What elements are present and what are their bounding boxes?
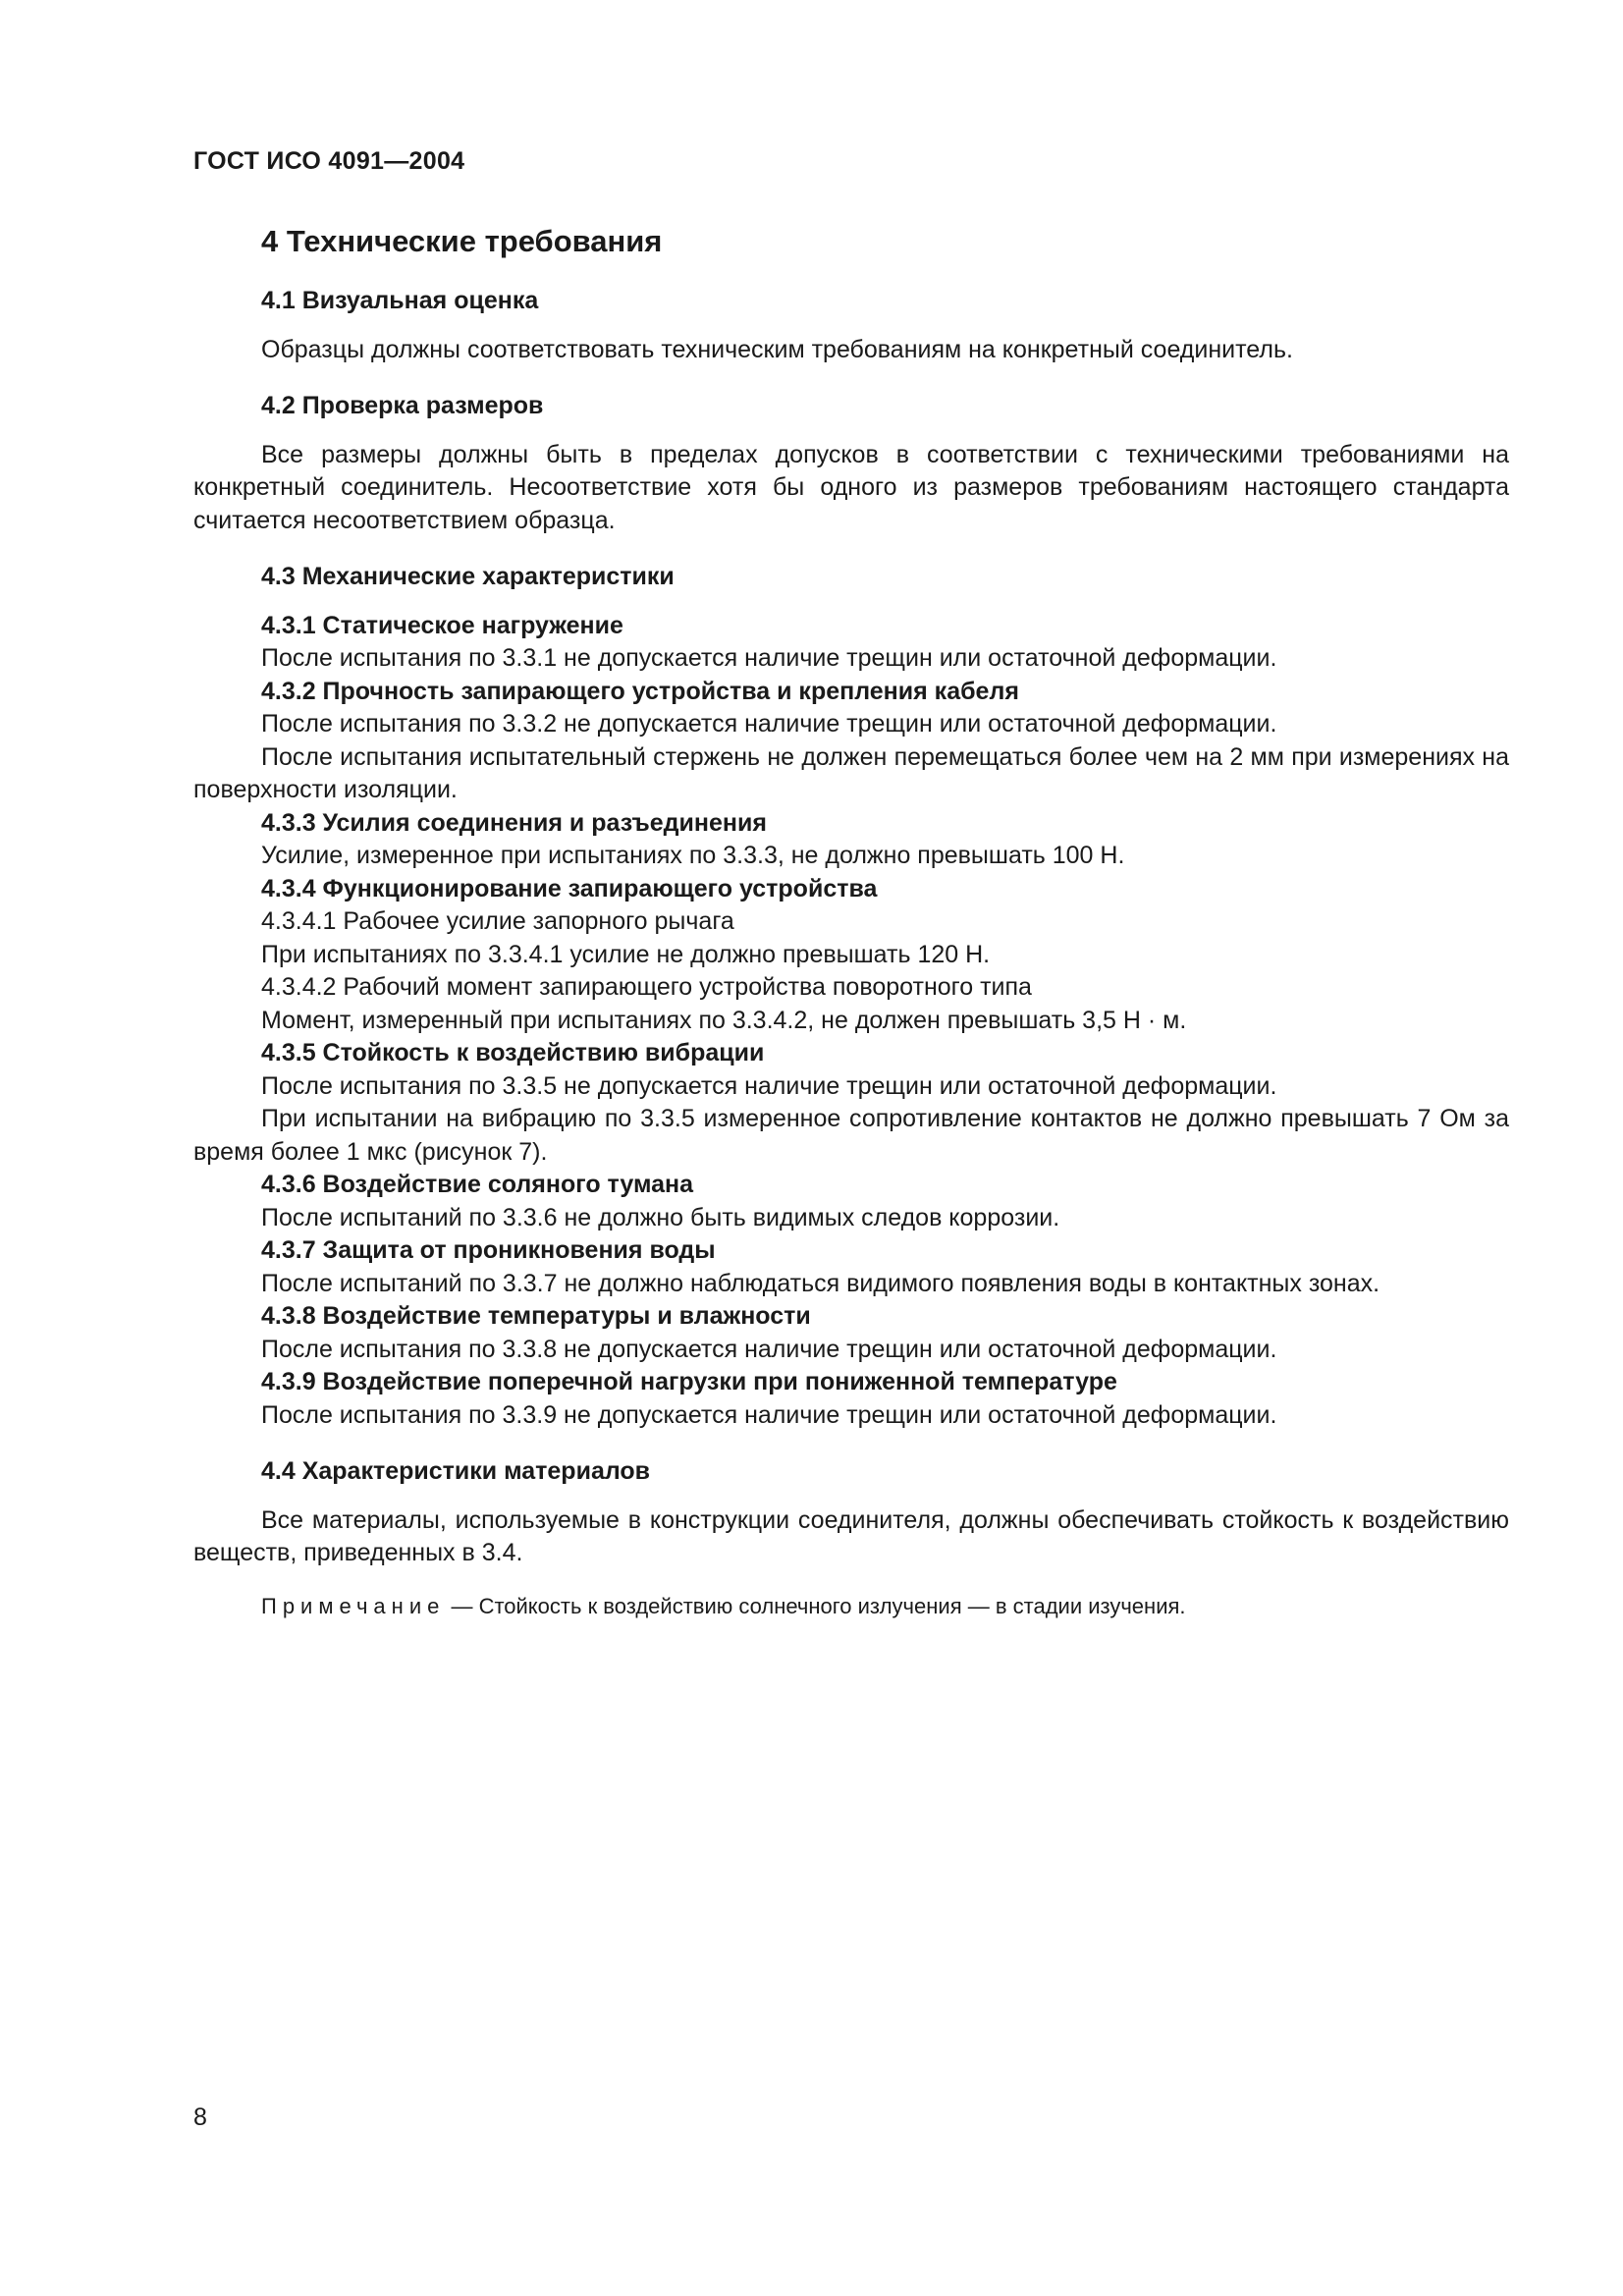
note [193, 1590, 1509, 1623]
document-header: ГОСТ ИСО 4091—2004 [193, 147, 465, 175]
subitem-4-3-4-2-title: 4.3.4.2 Рабочий момент запирающего устройства поворотного типа [261, 973, 1032, 1001]
paragraph-4-3-2-b: После испытания испытательный стержень не должен перемещаться более чем на 2 мм при измерениях на поверхности изоляции. [193, 742, 1509, 803]
heading-4-3-5: 4.3.5 Стойкость к воздействию вибрации [261, 1039, 765, 1066]
paragraph-4-3-3: Усилие, измеренное при испытаниях по 3.3.3, не должно превышать 100 Н. [261, 842, 1125, 869]
section-title: 4 Технические требования [261, 224, 663, 258]
paragraph-4-3-8: После испытания по 3.3.8 не допускается наличие трещин или остаточной деформации. [261, 1335, 1277, 1363]
heading-4-3-2: 4.3.2 Прочность запирающего устройства и крепления кабеля [261, 677, 1019, 705]
subitem-4-3-4-2-text: Момент, измеренный при испытаниях по 3.3.4.2, не должен превышать 3,5 Н · м. [261, 1006, 1187, 1034]
heading-4-3: 4.3 Механические характеристики [261, 563, 675, 590]
page-number: 8 [193, 2104, 207, 2131]
paragraph-4-1: Образцы должны соответствовать техническим требованиям на конкретный соединитель. [261, 335, 1293, 363]
heading-4-3-7: 4.3.7 Защита от проникновения воды [261, 1236, 716, 1264]
heading-4-1: 4.1 Визуальная оценка [261, 287, 539, 314]
heading-4-3-4: 4.3.4 Функционирование запирающего устройства [261, 874, 878, 902]
paragraph-4-3-2-a: После испытания по 3.3.2 не допускается наличие трещин или остаточной деформации. [261, 710, 1277, 738]
paragraph-4-4: Все материалы, используемые в конструкции соединителя, должны обеспечивать стойкость к воздействию веществ, приведенных в 3.4. [193, 1505, 1509, 1566]
paragraph-4-3-7: После испытаний по 3.3.7 не должно наблюдаться видимого появления воды в контактных зонах. [261, 1269, 1380, 1297]
subitem-4-3-4-1-title: 4.3.4.1 Рабочее усилие запорного рычага [261, 907, 734, 935]
heading-4-3-8: 4.3.8 Воздействие температуры и влажности [261, 1302, 811, 1330]
document-body [193, 285, 1509, 1622]
heading-4-4: 4.4 Характеристики материалов [261, 1457, 651, 1485]
note-text: — Стойкость к воздействию солнечного излучения — в стадии изучения. [445, 1593, 1186, 1618]
paragraph-4-2: Все размеры должны быть в пределах допусков в соответствии с техническими требованиями на конкретный соединитель. Несоответствие хотя бы одного из размеров требованиям настоящего стандарта считается несоответствием образца. [193, 440, 1509, 534]
paragraph-4-3-5-b: При испытании на вибрацию по 3.3.5 измеренное сопротивление контактов не должно превышать 7 Ом за время более 1 мкс (рисунок 7). [193, 1105, 1509, 1166]
heading-4-3-9: 4.3.9 Воздействие поперечной нагрузки при пониженной температуре [261, 1368, 1117, 1395]
subitem-4-3-4-1-text: При испытаниях по 3.3.4.1 усилие не должно превышать 120 Н. [261, 940, 991, 968]
heading-4-3-1: 4.3.1 Статическое нагружение [261, 611, 623, 639]
paragraph-4-3-9: После испытания по 3.3.9 не допускается наличие трещин или остаточной деформации. [261, 1400, 1277, 1429]
heading-4-3-3: 4.3.3 Усилия соединения и разъединения [261, 808, 767, 837]
paragraph-4-3-1: После испытания по 3.3.1 не допускается наличие трещин или остаточной деформации. [261, 644, 1277, 672]
paragraph-4-3-5-a: После испытания по 3.3.5 не допускается наличие трещин или остаточной деформации. [261, 1071, 1277, 1100]
heading-4-3-6: 4.3.6 Воздействие соляного тумана [261, 1171, 694, 1198]
note-label: Примечание [261, 1593, 446, 1618]
heading-4-2: 4.2 Проверка размеров [261, 392, 544, 419]
paragraph-4-3-6: После испытаний по 3.3.6 не должно быть видимых следов коррозии. [261, 1203, 1060, 1231]
